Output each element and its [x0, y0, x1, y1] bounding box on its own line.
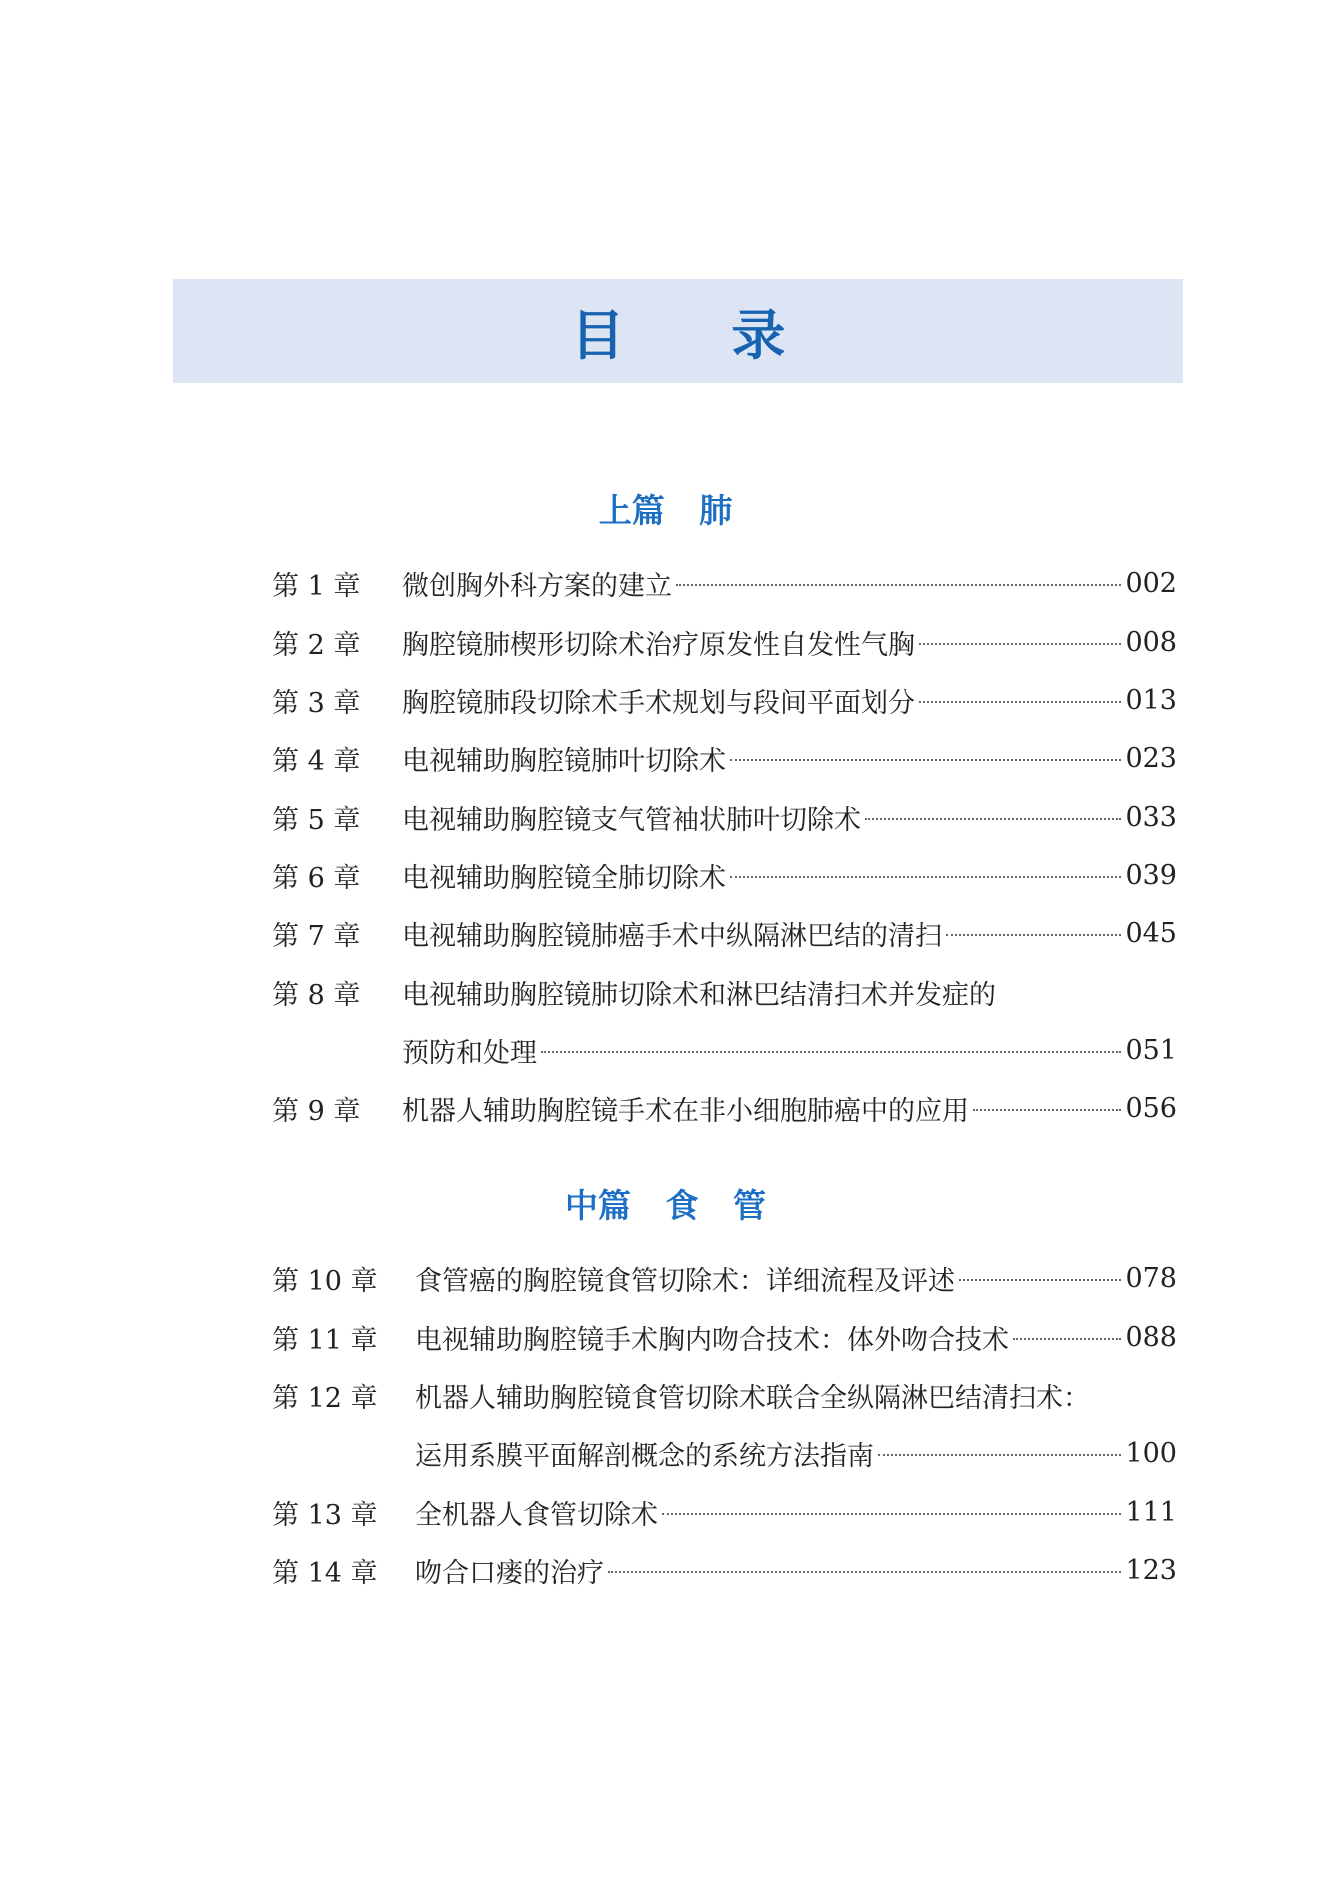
- toc-entry-continuation[interactable]: [272, 1021, 1177, 1079]
- chapter-title: 机器人辅助胸腔镜食管切除术联合全纵隔淋巴结清扫术：: [415, 1382, 1090, 1414]
- toc-entry[interactable]: [272, 788, 1177, 846]
- page-number: 023: [1125, 742, 1177, 774]
- chapter-title: 电视辅助胸腔镜肺叶切除术: [402, 745, 726, 777]
- chapter-number: 第 5 章: [272, 804, 361, 836]
- page-number: 123: [1125, 1554, 1177, 1586]
- chapter-number: 第 8 章: [272, 979, 361, 1011]
- chapter-title: 电视辅助胸腔镜支气管袖状肺叶切除术: [402, 804, 861, 836]
- toc-entry-continuation[interactable]: [272, 1424, 1177, 1482]
- dot-leader: [919, 701, 1121, 703]
- dot-leader: [676, 584, 1121, 586]
- toc-entry[interactable]: [272, 1249, 1177, 1307]
- chapter-number: 第 4 章: [272, 745, 361, 777]
- toc-entry[interactable]: [272, 904, 1177, 962]
- chapter-number: 第 14 章: [272, 1557, 378, 1589]
- page-number: 045: [1125, 917, 1177, 949]
- page-number: 078: [1125, 1262, 1177, 1294]
- page-number: 100: [1125, 1437, 1177, 1469]
- page-title: 目 录: [570, 303, 830, 367]
- chapter-number: 第 3 章: [272, 687, 361, 719]
- chapter-title: 全机器人食管切除术: [415, 1499, 658, 1531]
- chapter-title: 电视辅助胸腔镜手术胸内吻合技术：体外吻合技术: [415, 1324, 1009, 1356]
- page-number: 051: [1125, 1034, 1177, 1066]
- dot-leader: [946, 934, 1121, 936]
- toc-entry[interactable]: [272, 1483, 1177, 1541]
- chapter-number: 第 6 章: [272, 862, 361, 894]
- chapter-number: 第 1 章: [272, 570, 361, 602]
- chapter-title: 电视辅助胸腔镜肺癌手术中纵隔淋巴结的清扫: [402, 920, 942, 952]
- page-number: 088: [1125, 1321, 1177, 1353]
- chapter-title: 机器人辅助胸腔镜手术在非小细胞肺癌中的应用: [402, 1095, 969, 1127]
- toc-entry[interactable]: [272, 846, 1177, 904]
- toc-entry[interactable]: [272, 1079, 1177, 1137]
- chapter-title: 胸腔镜肺楔形切除术治疗原发性自发性气胸: [402, 629, 915, 661]
- chapter-number: 第 9 章: [272, 1095, 361, 1127]
- chapter-number: 第 7 章: [272, 920, 361, 952]
- chapter-title-continued: 运用系膜平面解剖概念的系统方法指南: [415, 1440, 874, 1472]
- dot-leader: [959, 1279, 1121, 1281]
- page-number: 111: [1125, 1496, 1177, 1528]
- chapter-title: 电视辅助胸腔镜肺切除术和淋巴结清扫术并发症的: [402, 979, 996, 1011]
- dot-leader: [973, 1109, 1121, 1111]
- page-number: 008: [1125, 626, 1177, 658]
- dot-leader: [865, 818, 1121, 820]
- chapter-title-continued: 预防和处理: [402, 1037, 537, 1069]
- page-number: 013: [1125, 684, 1177, 716]
- chapter-number: 第 12 章: [272, 1382, 378, 1414]
- page-number: 002: [1125, 567, 1177, 599]
- chapter-title: 微创胸外科方案的建立: [402, 570, 672, 602]
- page-number: 056: [1125, 1092, 1177, 1124]
- chapter-number: 第 2 章: [272, 629, 361, 661]
- toc-entry[interactable]: [272, 1541, 1177, 1599]
- toc-entry[interactable]: [272, 963, 1177, 1021]
- dot-leader: [662, 1513, 1121, 1515]
- dot-leader: [541, 1051, 1121, 1053]
- page-number: 033: [1125, 801, 1177, 833]
- toc-entry[interactable]: [272, 729, 1177, 787]
- chapter-title: 胸腔镜肺段切除术手术规划与段间平面划分: [402, 687, 915, 719]
- page-number: 039: [1125, 859, 1177, 891]
- dot-leader: [919, 643, 1121, 645]
- chapter-number: 第 11 章: [272, 1324, 378, 1356]
- dot-leader: [878, 1454, 1121, 1456]
- dot-leader: [1013, 1338, 1121, 1340]
- part-heading-esophagus: 中篇 食 管: [565, 1186, 766, 1225]
- toc-entry[interactable]: [272, 613, 1177, 671]
- dot-leader: [730, 876, 1121, 878]
- toc-entry[interactable]: [272, 554, 1177, 612]
- toc-title-banner: [173, 279, 1183, 383]
- chapter-number: 第 10 章: [272, 1265, 378, 1297]
- chapter-number: 第 13 章: [272, 1499, 378, 1531]
- dot-leader: [608, 1571, 1121, 1573]
- toc-entry[interactable]: [272, 1366, 1177, 1424]
- toc-entry[interactable]: [272, 1308, 1177, 1366]
- chapter-title: 食管癌的胸腔镜食管切除术：详细流程及评述: [415, 1265, 955, 1297]
- part-heading-lung: 上篇 肺: [598, 491, 733, 530]
- chapter-title: 电视辅助胸腔镜全肺切除术: [402, 862, 726, 894]
- chapter-title: 吻合口瘘的治疗: [415, 1557, 604, 1589]
- dot-leader: [730, 759, 1121, 761]
- toc-entry[interactable]: [272, 671, 1177, 729]
